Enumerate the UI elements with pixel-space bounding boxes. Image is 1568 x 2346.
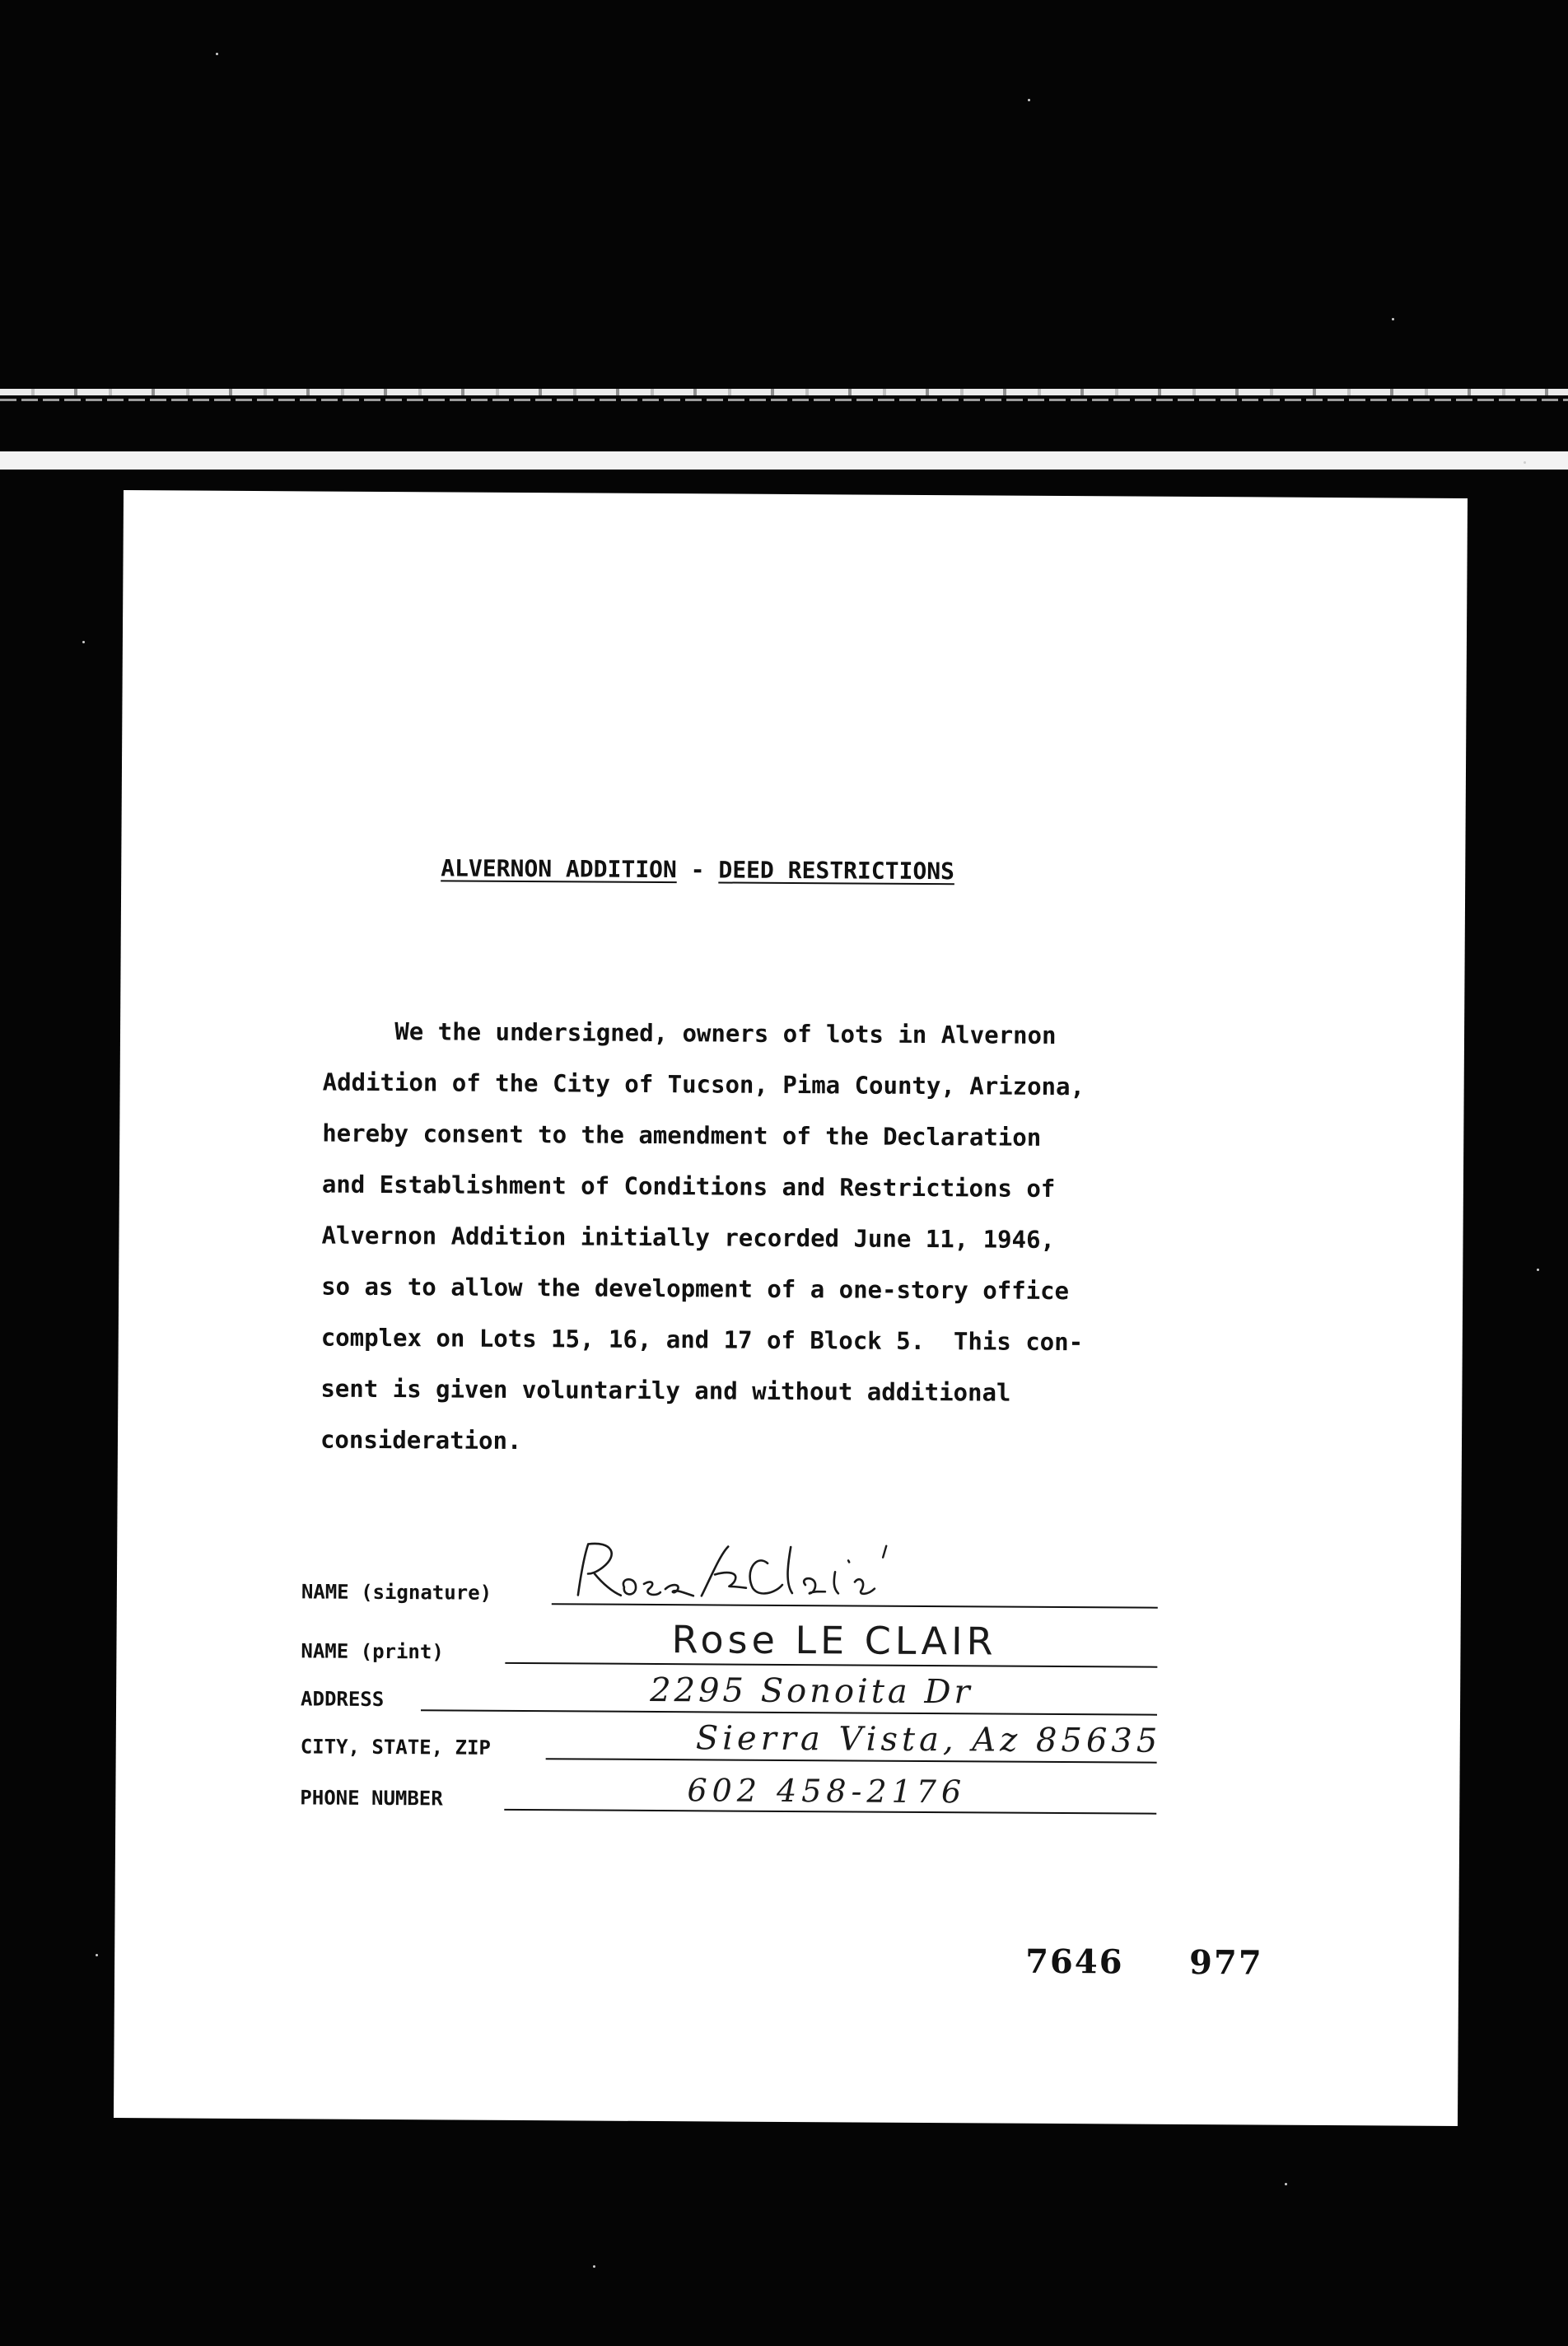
paragraph-line: Addition of the City of Tucson, Pima County, Arizona, [322, 1068, 1085, 1101]
phone-field [300, 1763, 1156, 1817]
document-page [114, 490, 1468, 2126]
scan-speck [1285, 2183, 1287, 2185]
document-title [441, 854, 1099, 886]
city-state-zip-label: CITY, STATE, ZIP [300, 1735, 492, 1760]
city-state-zip-field [300, 1712, 1162, 1766]
scan-speck [1392, 318, 1394, 320]
name-print-label: NAME (print) [301, 1639, 444, 1664]
scan-speck [96, 1954, 98, 1956]
phone-label: PHONE NUMBER [300, 1786, 443, 1811]
scan-speck [593, 2265, 595, 2268]
scan-speck [1524, 461, 1526, 464]
handwritten-signature [570, 1537, 949, 1605]
paragraph-line: We the undersigned, owners of lots in Alvernon [322, 1016, 1057, 1049]
address-label: ADDRESS [301, 1687, 385, 1711]
paragraph-line: so as to allow the development of a one-story office [321, 1272, 1070, 1306]
scan-border-band [0, 451, 1568, 470]
scan-speck [82, 641, 85, 643]
phone-value: 602 458-2176 [687, 1772, 967, 1811]
paragraph-line: hereby consent to the amendment of the Declaration [322, 1119, 1042, 1152]
consent-paragraph [320, 1006, 1229, 1471]
scan-border-rule [0, 389, 1568, 395]
title-part-2: DEED RESTRICTIONS [718, 856, 955, 886]
paragraph-line: and Establishment of Conditions and Restrictions of [321, 1170, 1056, 1203]
scan-speck [216, 53, 218, 55]
address-value: 2295 Sonoita Dr [650, 1671, 973, 1712]
paragraph-line: consideration. [320, 1425, 522, 1456]
title-part-1: ALVERNON ADDITION [441, 854, 677, 884]
city-state-zip-value: Sierra Vista, Az 85635 [695, 1719, 1162, 1760]
paragraph-line: Alvernon Addition initially recorded June 11, 1946, [321, 1221, 1056, 1254]
recording-page-number: 7646 977 [1025, 1942, 1263, 1983]
name-print-value: Rose LE CLAIR [671, 1617, 997, 1664]
paragraph-line: complex on Lots 15, 16, and 17 of Block 5. This con- [320, 1323, 1084, 1357]
signature-field [301, 1557, 1158, 1611]
signature-label: NAME (signature) [301, 1580, 492, 1605]
scan-speck [1028, 99, 1030, 101]
phone-line [504, 1809, 1156, 1815]
paragraph-line: sent is given voluntarily and without additional [320, 1374, 1011, 1407]
scan-border-rule-thin [0, 399, 1568, 401]
title-separator: - [676, 856, 719, 884]
address-field [301, 1664, 1157, 1718]
signature-form [300, 1557, 1162, 1811]
scan-speck [1537, 1269, 1539, 1271]
name-print-field [301, 1616, 1157, 1671]
